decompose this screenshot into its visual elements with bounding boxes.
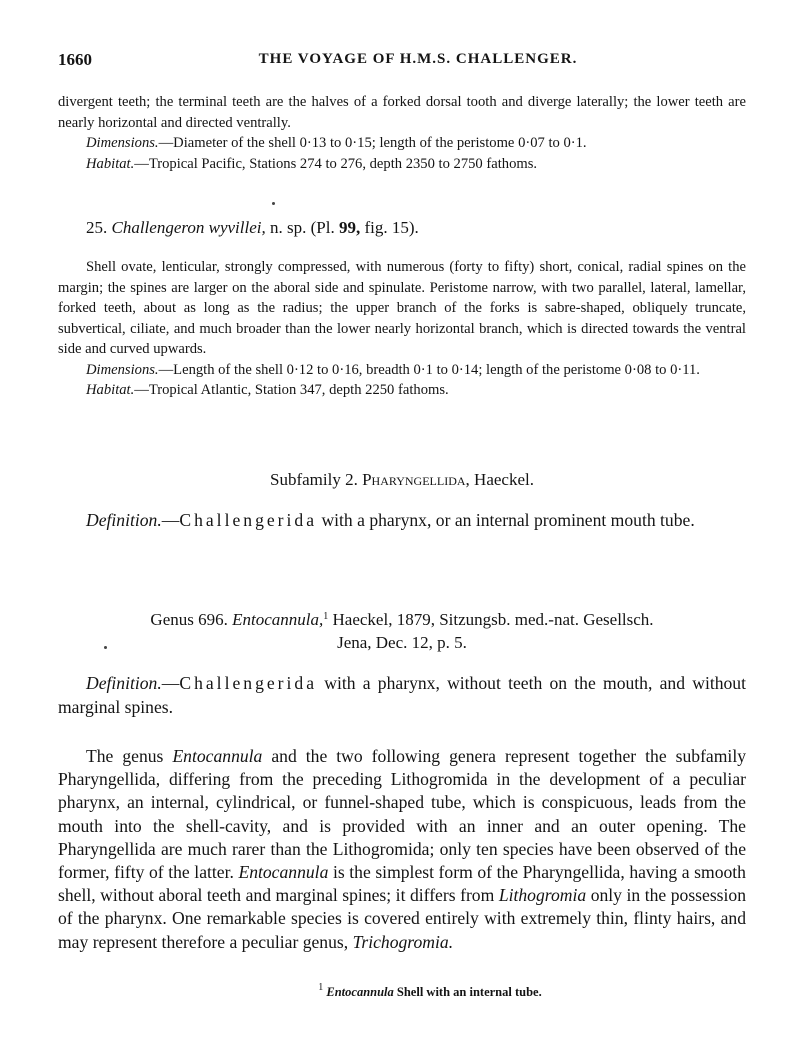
speck <box>104 646 107 649</box>
footnote-term: Entocannula <box>326 985 394 999</box>
genus-citation: Haeckel, 1879, Sitzungsb. med.-nat. Gesellsch. <box>332 610 654 629</box>
species-fig: fig. 15). <box>364 218 419 237</box>
habitat-text: —Tropical Pacific, Stations 274 to 276, depth 2350 to 2750 fathoms. <box>134 155 538 172</box>
genus-line-2: Jena, Dec. 12, p. 5. <box>337 633 467 652</box>
footnote-mark: 1 <box>318 982 324 993</box>
genus-name: Entocannula, <box>232 610 324 629</box>
page-header <box>58 50 738 72</box>
subfamily-author: Haeckel. <box>474 470 534 489</box>
footnote <box>0 982 800 1000</box>
definition-spaced: Challengerida <box>179 673 318 693</box>
subfamily-prefix: Subfamily 2. <box>270 470 358 489</box>
species-name: Challengeron wyvillei, <box>111 218 266 237</box>
species-title <box>58 218 746 238</box>
definition-label: Definition. <box>86 510 162 530</box>
habitat-label: Habitat. <box>86 155 135 172</box>
dimensions-text: —Diameter of the shell 0·13 to 0·15; length of the peristome 0·07 to 0·1. <box>158 135 587 151</box>
continuation-text: divergent teeth; the terminal teeth are the halves of a forked dorsal tooth and diverge laterally; the lower teeth are nearly horizontal and directed ventrally. <box>58 94 746 131</box>
genus-heading <box>58 608 746 654</box>
dimensions-text: —Length of the shell 0·12 to 0·16, breadth 0·1 to 0·14; length of the peristome 0·08 to 0·11. <box>158 361 700 378</box>
subfamily-name: Pharyngellida, <box>362 470 470 489</box>
species-plate: 99, <box>338 218 361 237</box>
definition-label: Definition. <box>86 673 162 693</box>
continuation-section <box>58 92 746 174</box>
page-number: 1660 <box>58 50 92 69</box>
definition-text: with a pharynx, without teeth on the mouth, and without marginal spines. <box>58 673 746 717</box>
dimensions-label: Dimensions. <box>86 361 159 378</box>
habitat-label: Habitat. <box>86 382 135 398</box>
species-number: 25. <box>86 218 108 237</box>
species-description: Shell ovate, lenticular, strongly compressed, with numerous (forty to fifty) short, conical, radial spines on the margin; the spines are larger on the aboral side and spinulate. Peristome narrow, with two parallel, lateral, lamellar, forked teeth, about as long as the radius; the upper branch of the forks is sabre-shaped, obliquely truncate, subvertical, ciliate, and much broader than the lower nearly horizontal branch, which is directed towards the ventral side and curved upwards. <box>58 259 746 357</box>
body-paragraph: The genus Entocannula and the two following genera represent together the subfamily Pharyngellida, differing from the preceding Lithogromida in the development of a peculiar pharynx, an internal, cylindrical, or funnel-shaped tube, which is conspicuous, leads from the mouth into the shell-cavity, and is provided with an inner and an outer opening. The Pharyngellida are much rarer than the Lithogromida; only ten species have been observed of the former, fifty of the latter. Entocannula is the simplest form of the Pharyngellida, having a smooth shell, without aboral teeth and marginal spines; it differs from Lithogromia only in the possession of the pharynx. One remarkable species is covered entirely with extremely thin, flinty hairs, and may represent therefore a peculiar genus, Trichogromia. <box>58 746 746 952</box>
species-heading <box>58 218 746 238</box>
genus-definition: Definition.—Challengerida with a pharynx, without teeth on the mouth, and without marginal spines. <box>58 673 746 717</box>
species-habitat <box>58 380 746 401</box>
subfamily-heading <box>58 470 746 490</box>
species-section <box>58 257 746 401</box>
genus-footnote-mark: 1 <box>323 611 329 622</box>
continuation-dimensions <box>58 133 746 154</box>
definition-spaced: Challengerida <box>179 510 318 530</box>
running-title: THE VOYAGE OF H.M.S. CHALLENGER. <box>258 51 578 67</box>
speck <box>272 202 275 205</box>
dimensions-label: Dimensions. <box>86 135 159 151</box>
habitat-text: —Tropical Atlantic, Station 347, depth 2250 fathoms. <box>134 382 449 398</box>
genus-line-1 <box>58 608 746 631</box>
footnote-text: Shell with an internal tube. <box>396 985 542 999</box>
continuation-habitat <box>58 154 746 175</box>
definition-text: with a pharynx, or an internal prominent mouth tube. <box>321 510 695 530</box>
subfamily-definition: Definition.—Challengerida with a pharynx, or an internal prominent mouth tube. <box>86 510 695 530</box>
species-dimensions <box>58 360 746 381</box>
species-suffix: n. sp. (Pl. <box>269 218 335 237</box>
genus-number: Genus 696. <box>150 610 228 629</box>
